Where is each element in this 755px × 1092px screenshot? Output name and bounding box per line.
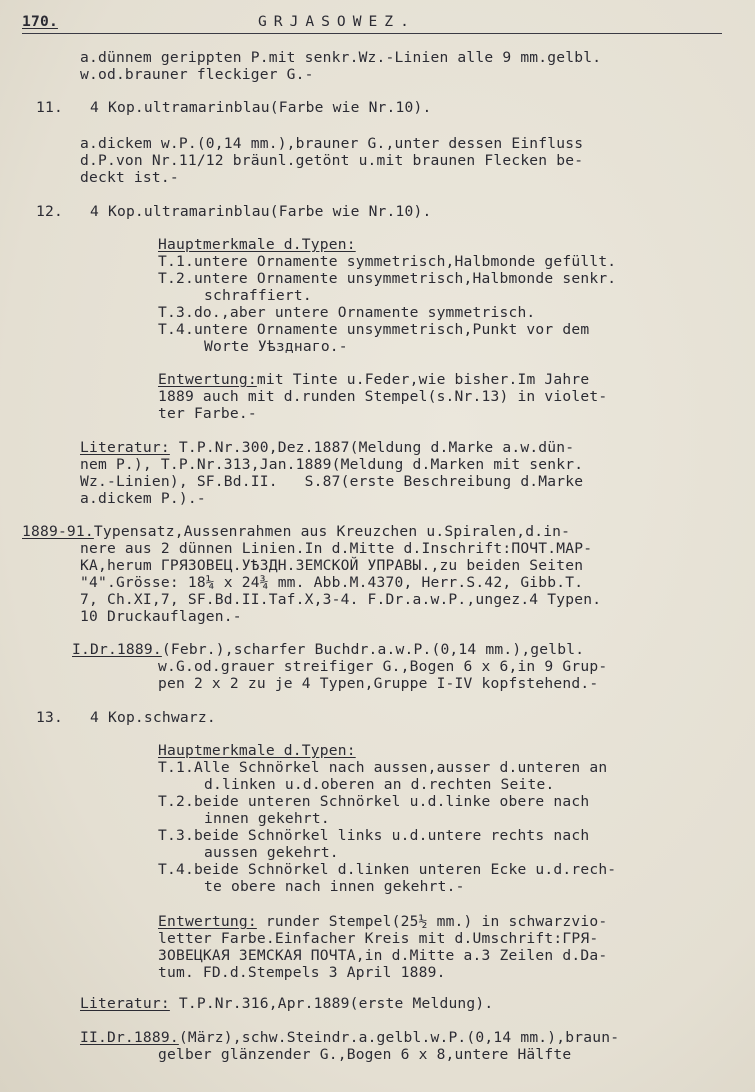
text-line: ЗОВЕЦКАЯ ЗЕМСКАЯ ПОЧТА,in d.Mitte a.3 Zeilen d.Da- xyxy=(158,947,608,964)
text-line: ter Farbe.- xyxy=(158,405,257,422)
text-line xyxy=(80,996,493,1012)
entwertung-label: Entwertung: xyxy=(158,913,257,930)
literatur-label: Literatur: xyxy=(80,995,170,1012)
literatur-text: T.P.Nr.316,Apr.1889(erste Meldung). xyxy=(169,995,494,1012)
text-line: tum. FD.d.Stempels 3 April 1889. xyxy=(158,964,446,981)
type-line: T.4.untere Ornamente unsymmetrisch,Punkt vor dem xyxy=(158,321,590,338)
year-text: Typensatz,Aussenrahmen aus Kreuzchen u.Spiralen,d.in- xyxy=(93,523,571,540)
literatur-text: T.P.Nr.300,Dez.1887(Meldung d.Marke a.w.dün- xyxy=(169,439,575,456)
type-line: T.3.beide Schnörkel links u.d.untere rechts nach xyxy=(158,827,590,844)
page-number: 170. xyxy=(22,13,58,30)
text-line: 7, Ch.XI,7, SF.Bd.II.Taf.X,3-4. F.Dr.a.w.P.,ungez.4 Typen. xyxy=(80,591,602,608)
year-label: 1889-91. xyxy=(22,523,94,540)
item-number: 11. xyxy=(36,99,63,116)
page-title: GRJASOWEZ. xyxy=(258,13,416,30)
type-line: T.4.beide Schnörkel d.linken unteren Ecke u.d.rech- xyxy=(158,861,617,878)
item-title: 4 Kop.schwarz. xyxy=(90,709,216,726)
text-line: 1889 auch mit d.runden Stempel(s.Nr.13) in violet- xyxy=(158,388,608,405)
text-line xyxy=(80,1030,619,1046)
header-rule xyxy=(22,33,722,34)
text-line: letter Farbe.Einfacher Kreis mit d.Umschrift:ГРЯ- xyxy=(158,930,599,947)
text-line: a.dickem w.P.(0,14 mm.),brauner G.,unter dessen Einfluss xyxy=(80,135,584,152)
item-title: 4 Kop.ultramarinblau(Farbe wie Nr.10). xyxy=(90,99,432,116)
item-number: 12. xyxy=(36,203,63,220)
type-line: Worte Уѣзднаго.- xyxy=(204,338,348,355)
type-line: T.2.beide unteren Schnörkel u.d.linke obere nach xyxy=(158,793,590,810)
type-line: T.3.do.,aber untere Ornamente symmetrisch. xyxy=(158,304,536,321)
item-title: 4 Kop.ultramarinblau(Farbe wie Nr.10). xyxy=(90,203,432,220)
text-line xyxy=(158,372,589,388)
text-line xyxy=(72,642,584,658)
text-line: Wz.-Linien), SF.Bd.II. S.87(erste Beschreibung d.Marke xyxy=(80,473,584,490)
text-line: 10 Druckauflagen.- xyxy=(80,608,242,625)
entwertung-text: mit Tinte u.Feder,wie bisher.Im Jahre xyxy=(256,371,590,388)
text-line: a.dickem P.).- xyxy=(80,490,206,507)
text-line: a.dünnem gerippten P.mit senkr.Wz.-Linien alle 9 mm.gelbl. xyxy=(80,49,602,66)
type-line: T.2.untere Ornamente unsymmetrisch,Halbmonde senkr. xyxy=(158,270,617,287)
text-line: КА,herum ГРЯЗОВЕЦ.УѢЗДН.ЗЕМСКОЙ УПРАВЫ.,zu beiden Seiten xyxy=(80,557,584,574)
entwertung-text: runder Stempel(25½ mm.) in schwarzvio- xyxy=(256,913,608,930)
text-line: deckt ist.- xyxy=(80,169,179,186)
type-line: d.linken u.d.oberen an d.rechten Seite. xyxy=(204,776,555,793)
entwertung-label: Entwertung: xyxy=(158,371,257,388)
type-line: aussen gekehrt. xyxy=(204,844,339,861)
text-line: w.od.brauner fleckiger G.- xyxy=(80,66,314,83)
text-line xyxy=(80,440,574,456)
text-line: nem P.), T.P.Nr.313,Jan.1889(Meldung d.Marken mit senkr. xyxy=(80,456,584,473)
text-line: gelber glänzender G.,Bogen 6 x 8,untere Hälfte xyxy=(158,1046,572,1063)
section-heading: Hauptmerkmale d.Typen: xyxy=(158,742,356,759)
type-line: schraffiert. xyxy=(204,287,312,304)
type-line: innen gekehrt. xyxy=(204,810,330,827)
item-number: 13. xyxy=(36,709,63,726)
text-line: d.P.von Nr.11/12 bräunl.getönt u.mit braunen Flecken be- xyxy=(80,152,584,169)
literatur-label: Literatur: xyxy=(80,439,170,456)
print-label: II.Dr.1889. xyxy=(80,1029,179,1046)
type-line: T.1.untere Ornamente symmetrisch,Halbmonde gefüllt. xyxy=(158,253,617,270)
text-line: nere aus 2 dünnen Linien.In d.Mitte d.Inschrift:ПОЧТ.МАР- xyxy=(80,540,593,557)
text-line: w.G.od.grauer streifiger G.,Bogen 6 x 6,in 9 Grup- xyxy=(158,658,608,675)
text-line: pen 2 x 2 zu je 4 Typen,Gruppe I-IV kopfstehend.- xyxy=(158,675,599,692)
text-line xyxy=(158,914,607,930)
print-label: I.Dr.1889. xyxy=(72,641,162,658)
print-text: (Febr.),scharfer Buchdr.a.w.P.(0,14 mm.),gelbl. xyxy=(161,641,585,658)
section-heading: Hauptmerkmale d.Typen: xyxy=(158,236,356,253)
type-line: T.1.Alle Schnörkel nach aussen,ausser d.unteren an xyxy=(158,759,608,776)
text-line xyxy=(22,524,570,540)
print-text: (März),schw.Steindr.a.gelbl.w.P.(0,14 mm.),braun- xyxy=(178,1029,620,1046)
type-line: te obere nach innen gekehrt.- xyxy=(204,878,465,895)
text-line: "4".Grösse: 18¼ x 24¾ mm. Abb.M.4370, Herr.S.42, Gibb.T. xyxy=(80,574,584,591)
